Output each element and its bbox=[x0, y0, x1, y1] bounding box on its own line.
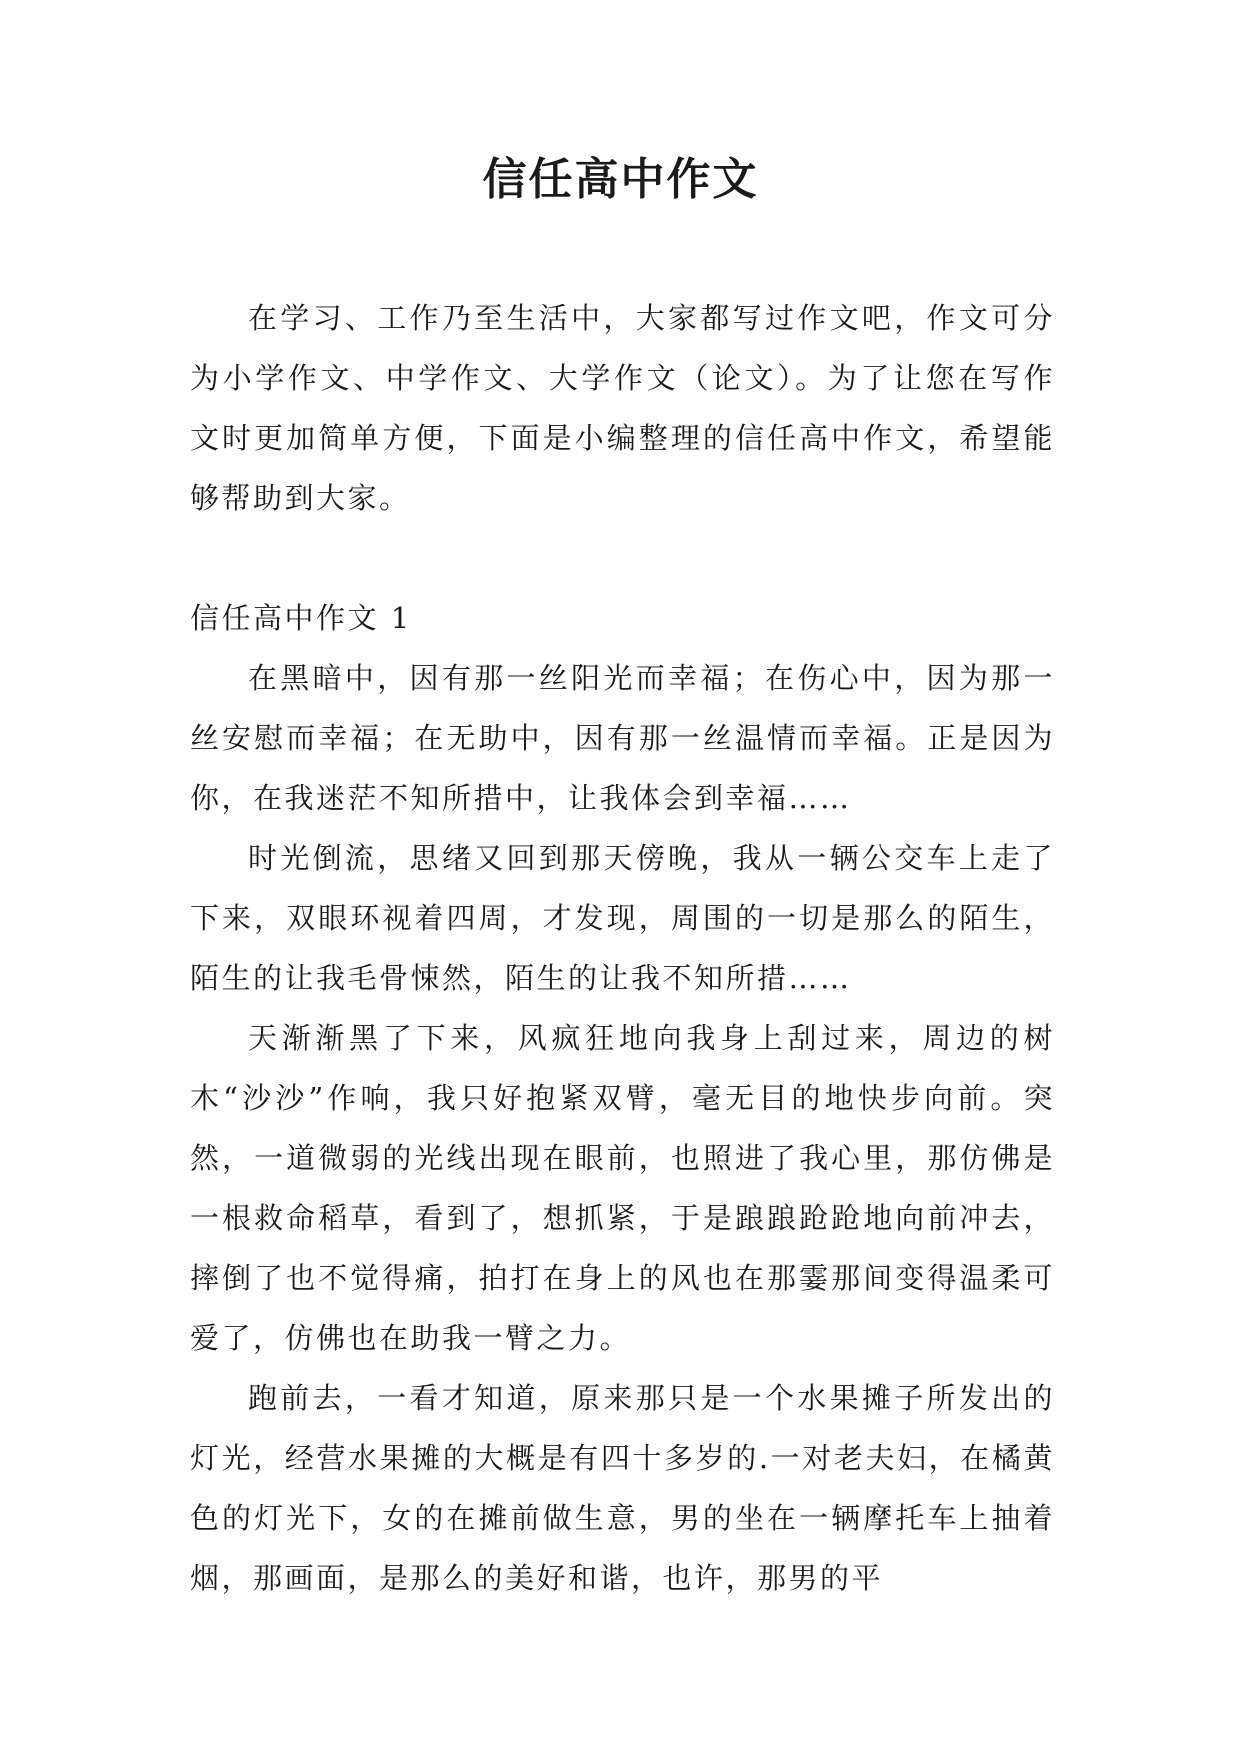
body-paragraph: 跑前去，一看才知道，原来那只是一个水果摊子所发出的灯光，经营水果摊的大概是有四十多岁的.一对老夫妇，在橘黄色的灯光下，女的在摊前做生意，男的坐在一辆摩托车上抽着烟，那画面，是那么的美好和谐，也许，那男的平 bbox=[190, 1381, 1055, 1595]
body-paragraph: 天渐渐黑了下来，风疯狂地向我身上刮过来，周边的树木“沙沙”作响，我只好抱紧双臂，毫无目的地快步向前。突然，一道微弱的光线出现在眼前，也照进了我心里，那仿佛是一根救命稻草，看到了，想抓紧，于是踉踉跄跄地向前冲去，摔倒了也不觉得痛，拍打在身上的风也在那霎那间变得温柔可爱了，仿佛也在助我一臂之力。 bbox=[190, 1021, 1055, 1355]
section-heading: 信任高中作文 1 bbox=[190, 601, 412, 635]
intro-paragraph: 在学习、工作乃至生活中，大家都写过作文吧，作文可分为小学作文、中学作文、大学作文（论文）。为了让您在写作文时更加简单方便，下面是小编整理的信任高中作文，希望能够帮助到大家。 bbox=[190, 301, 1055, 515]
document-body bbox=[190, 288, 1055, 1608]
body-paragraph: 在黑暗中，因有那一丝阳光而幸福；在伤心中，因为那一丝安慰而幸福；在无助中，因有那一丝温情而幸福。正是因为你，在我迷茫不知所措中，让我体会到幸福…… bbox=[190, 661, 1055, 815]
body-paragraph: 时光倒流，思绪又回到那天傍晚，我从一辆公交车上走了下来，双眼环视着四周，才发现，周围的一切是那么的陌生，陌生的让我毛骨悚然，陌生的让我不知所措…… bbox=[190, 841, 1055, 995]
document-title: 信任高中作文 bbox=[482, 154, 759, 205]
